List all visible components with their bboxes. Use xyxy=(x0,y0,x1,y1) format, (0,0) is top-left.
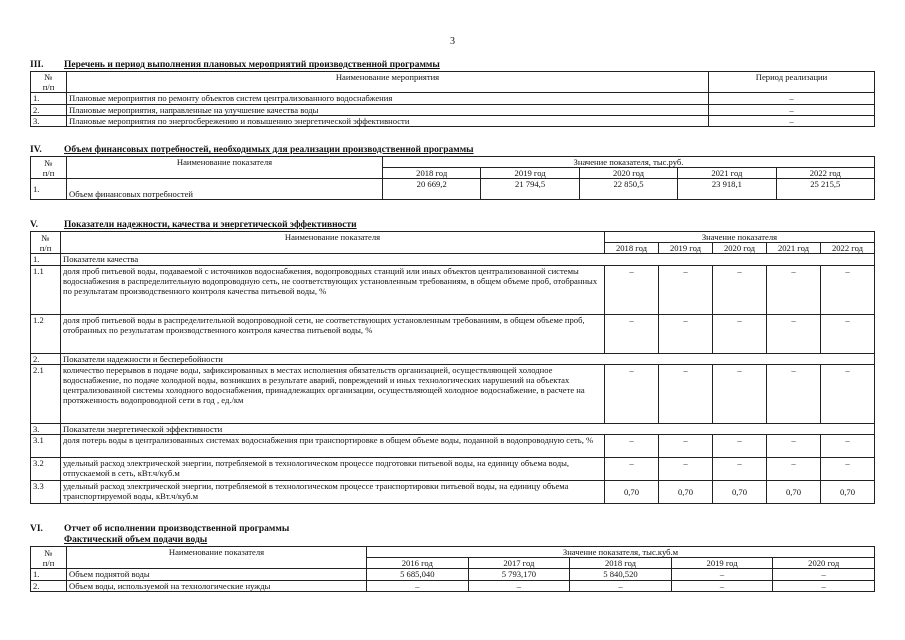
year-header: 2021 год xyxy=(678,168,776,179)
finance-table xyxy=(30,156,875,200)
table-row xyxy=(31,458,875,481)
section-title-text: Показатели надежности, качества и энергетической эффективности xyxy=(64,220,357,230)
section-5-title xyxy=(30,220,875,231)
value-cell: – xyxy=(821,364,875,423)
value-cell: 0,70 xyxy=(605,481,659,504)
table-row xyxy=(31,265,875,314)
row-number: 3.3 xyxy=(31,481,61,504)
value-cell: – xyxy=(821,314,875,353)
row-number: 1. xyxy=(31,254,61,265)
row-name: Объем воды, используемой на технологические нужды xyxy=(67,580,367,591)
row-number: 2. xyxy=(31,104,67,115)
value-cell: – xyxy=(713,314,767,353)
table-row xyxy=(31,115,875,126)
subtitle-text: Фактический объем подачи воды xyxy=(64,535,208,545)
row-number: 3. xyxy=(31,115,67,126)
table-row xyxy=(31,93,875,104)
value-cell: – xyxy=(605,435,659,458)
value-cell: – xyxy=(767,458,821,481)
row-name: количество перерывов в подаче воды, зафиксированных в местах исполнения обязательств организацией, осуществляющей холодное водоснабжение, по подаче холодной воды, возникших в результате аварий, повреждений и иных технологических нарушений на объектах централизованной системы холодного водоснабжения, принадлежащих организации, осуществляющей холодное водоснабжение, в расчете на протяженность водопроводной сети в год , ед./км xyxy=(61,364,605,423)
table-row xyxy=(31,364,875,423)
row-number: 3.1 xyxy=(31,435,61,458)
year-header: 2019 год xyxy=(481,168,579,179)
row-number: 1.1 xyxy=(31,265,61,314)
col-header-value: Значение показателя, тыс.куб.м xyxy=(367,547,875,558)
row-period: – xyxy=(709,93,875,104)
value-cell: 25 215,5 xyxy=(776,179,874,200)
year-header: 2020 год xyxy=(773,558,875,569)
year-header: 2019 год xyxy=(659,243,713,254)
year-header: 2016 год xyxy=(367,558,469,569)
value-cell: – xyxy=(767,364,821,423)
year-header: 2020 год xyxy=(713,243,767,254)
col-header-no: № п/п xyxy=(31,157,67,179)
table-row xyxy=(31,314,875,353)
year-header: 2019 год xyxy=(671,558,773,569)
group-row xyxy=(31,423,875,434)
value-cell: – xyxy=(605,458,659,481)
row-number: 2. xyxy=(31,353,61,364)
value-cell: 0,70 xyxy=(821,481,875,504)
value-cell: – xyxy=(821,458,875,481)
row-number: 2.1 xyxy=(31,364,61,423)
section-number: V. xyxy=(30,220,39,230)
col-header-name: Наименование мероприятия xyxy=(67,72,709,93)
year-header: 2018 год xyxy=(605,243,659,254)
col-header-name: Наименование показателя xyxy=(61,232,605,254)
value-cell: 0,70 xyxy=(659,481,713,504)
value-cell: – xyxy=(821,265,875,314)
value-cell: – xyxy=(821,435,875,458)
section-title-text: Отчет об исполнении производственной программы xyxy=(64,524,290,534)
col-header-name: Наименование показателя xyxy=(67,157,383,179)
row-period: – xyxy=(709,115,875,126)
section-number: IV. xyxy=(30,145,42,155)
row-number: 1. xyxy=(31,93,67,104)
value-cell: – xyxy=(659,364,713,423)
section-3-title xyxy=(30,60,875,71)
row-period: – xyxy=(709,104,875,115)
value-cell: – xyxy=(468,580,570,591)
table-row xyxy=(31,481,875,504)
year-header: 2022 год xyxy=(776,168,874,179)
value-cell: 5 793,170 xyxy=(468,569,570,580)
value-cell: – xyxy=(659,435,713,458)
table-row xyxy=(31,435,875,458)
col-header-period: Период реализации xyxy=(709,72,875,93)
value-cell: – xyxy=(713,435,767,458)
value-cell: – xyxy=(659,314,713,353)
row-name: доля проб питьевой воды в распределительной водопроводной сети, не соответствующих установленным требованиям, в общем объеме проб, отобранных по результатам производственного контроля качества питьевой воды, % xyxy=(61,314,605,353)
row-name: Показатели энергетической эффективности xyxy=(61,423,875,434)
row-name: Плановые мероприятия по энергосбережению и повышению энергетической эффективности xyxy=(67,115,709,126)
value-cell: – xyxy=(713,364,767,423)
value-cell: 23 918,1 xyxy=(678,179,776,200)
section-6 xyxy=(30,524,875,592)
plan-measures-table xyxy=(30,71,875,127)
table-row xyxy=(31,179,875,200)
year-header: 2020 год xyxy=(579,168,677,179)
value-cell: 5 685,040 xyxy=(367,569,469,580)
section-3 xyxy=(30,60,875,127)
row-name: доля проб питьевой воды, подаваемой с источников водоснабжения, водопроводных станций или иных объектов централизованной системы водоснабжения в распределительную водопроводную сеть, не соответствующих установленным требованиям, в общем объеме проб, отобранных по результатам производственного контроля качества питьевой воды, % xyxy=(61,265,605,314)
col-header-name: Наименование показателя xyxy=(67,547,367,569)
value-cell: – xyxy=(367,580,469,591)
value-cell: 0,70 xyxy=(767,481,821,504)
table-row xyxy=(31,569,875,580)
row-name: Объем поднятой воды xyxy=(67,569,367,580)
row-number: 3.2 xyxy=(31,458,61,481)
row-number: 1. xyxy=(31,569,67,580)
value-cell: – xyxy=(671,580,773,591)
section-number: III. xyxy=(30,60,44,70)
row-name: удельный расход электрической энергии, потребляемой в технологическом процессе транспортировки питьевой воды, на единицу объема транспортируемой воды, кВт.ч/куб.м xyxy=(61,481,605,504)
value-cell: – xyxy=(659,458,713,481)
row-number: 1.2 xyxy=(31,314,61,353)
value-cell: 5 840,520 xyxy=(570,569,672,580)
row-name: Объем финансовых потребностей xyxy=(67,179,383,200)
table-row xyxy=(31,104,875,115)
col-header-value: Значение показателя xyxy=(605,232,875,243)
year-header: 2018 год xyxy=(570,558,672,569)
section-number: VI. xyxy=(30,524,43,534)
value-cell: – xyxy=(767,265,821,314)
value-cell: – xyxy=(605,364,659,423)
group-row xyxy=(31,353,875,364)
section-title-text: Перечень и период выполнения плановых мероприятий производственной программы xyxy=(64,60,440,70)
row-name: Плановые мероприятия по ремонту объектов систем централизованного водоснабжения xyxy=(67,93,709,104)
year-header: 2017 год xyxy=(468,558,570,569)
col-header-no: № п/п xyxy=(31,547,67,569)
year-header: 2018 год xyxy=(383,168,481,179)
value-cell: 22 850,5 xyxy=(579,179,677,200)
page-number: 3 xyxy=(450,36,455,47)
section-6-subtitle xyxy=(30,535,875,546)
value-cell: – xyxy=(659,265,713,314)
col-header-no: № п/п xyxy=(31,232,61,254)
year-header: 2022 год xyxy=(821,243,875,254)
value-cell: – xyxy=(773,569,875,580)
water-supply-table xyxy=(30,546,875,592)
row-name: Плановые мероприятия, направленные на улучшение качества воды xyxy=(67,104,709,115)
indicators-table xyxy=(30,231,875,504)
row-number: 3. xyxy=(31,423,61,434)
value-cell: – xyxy=(767,314,821,353)
year-header: 2021 год xyxy=(767,243,821,254)
row-name: Показатели качества xyxy=(61,254,875,265)
value-cell: – xyxy=(713,265,767,314)
value-cell: – xyxy=(773,580,875,591)
value-cell: – xyxy=(605,265,659,314)
col-header-no: № п/п xyxy=(31,72,67,93)
row-name: удельный расход электрической энергии, потребляемой в технологическом процессе подготовки питьевой воды, на единицу объема воды, отпускаемой в сеть, кВт.ч/куб.м xyxy=(61,458,605,481)
section-title-text: Объем финансовых потребностей, необходимых для реализации производственной программы xyxy=(64,145,474,155)
col-header-value: Значение показателя, тыс.руб. xyxy=(383,157,875,168)
value-cell: – xyxy=(767,435,821,458)
value-cell: 0,70 xyxy=(713,481,767,504)
row-name: доля потерь воды в централизованных системах водоснабжения при транспортировке в общем объеме воды, поданной в водопроводную сеть, % xyxy=(61,435,605,458)
row-number: 1. xyxy=(31,179,67,200)
section-4-title xyxy=(30,145,875,156)
row-name: Показатели надежности и бесперебойности xyxy=(61,353,875,364)
value-cell: 21 794,5 xyxy=(481,179,579,200)
section-6-title xyxy=(30,524,875,535)
value-cell: – xyxy=(713,458,767,481)
value-cell: 20 669,2 xyxy=(383,179,481,200)
value-cell: – xyxy=(605,314,659,353)
value-cell: – xyxy=(671,569,773,580)
value-cell: – xyxy=(570,580,672,591)
section-5 xyxy=(30,220,875,504)
row-number: 2. xyxy=(31,580,67,591)
table-row xyxy=(31,580,875,591)
section-4 xyxy=(30,145,875,200)
group-row xyxy=(31,254,875,265)
